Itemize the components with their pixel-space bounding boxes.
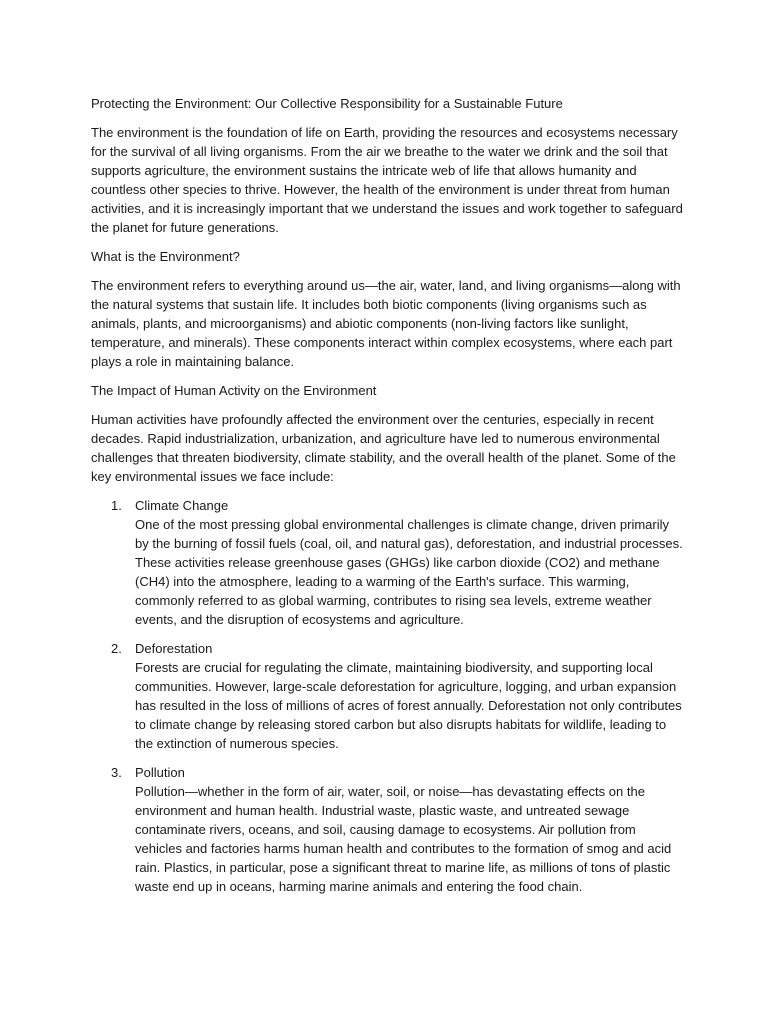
list-item-deforestation (91, 639, 684, 753)
section-heading-human-impact: The Impact of Human Activity on the Environment (91, 383, 377, 398)
section-paragraph-what-is-environment: The environment refers to everything around us—the air, water, land, and living organisms—along with the natural systems that sustain life. It includes both biotic components (living organisms such as animals, plants, and microorganisms) and abiotic components (non-living factors like sunlight, temperature, and minerals). These components interact within complex ecosystems, where each part plays a role in maintaining balance. (91, 278, 681, 369)
list-item-climate-change (91, 496, 684, 629)
list-item-number: 2. (111, 641, 122, 656)
list-item-title: Climate Change (135, 498, 229, 513)
list-item-number: 3. (111, 765, 122, 780)
document-title: Protecting the Environment: Our Collective Responsibility for a Sustainable Future (91, 96, 563, 111)
section-paragraph-human-impact: Human activities have profoundly affected the environment over the centuries, especially in recent decades. Rapid industrialization, urbanization, and agriculture have led to numerous environmental challenges that threaten biodiversity, climate stability, and the overall health of the planet. Some of the key environmental issues we face include: (91, 412, 676, 484)
list-item-title: Pollution (135, 765, 185, 780)
list-item-body: Pollution—whether in the form of air, water, soil, or noise—has devastating effects on the environment and human health. Industrial waste, plastic waste, and untreated sewage contaminate rivers, oceans, and soil, causing damage to ecosystems. Air pollution from vehicles and factories harms human health and contributes to the formation of smog and acid rain. Plastics, in particular, pose a significant threat to marine life, as millions of tons of plastic waste end up in oceans, harming marine animals and entering the food chain. (135, 784, 672, 894)
list-item-pollution (91, 763, 684, 896)
list-item-body: One of the most pressing global environmental challenges is climate change, driven primarily by the burning of fossil fuels (coal, oil, and natural gas), deforestation, and industrial processes. These activities release greenhouse gases (GHGs) like carbon dioxide (CO2) and methane (CH4) into the atmosphere, leading to a warming of the Earth's surface. This warming, commonly referred to as global warming, contributes to rising sea levels, extreme weather events, and the disruption of ecosystems and agriculture. (135, 517, 683, 627)
issues-list (91, 496, 684, 896)
section-heading-what-is-environment: What is the Environment? (91, 249, 240, 264)
list-item-body: Forests are crucial for regulating the climate, maintaining biodiversity, and supporting local communities. However, large-scale deforestation for agriculture, logging, and urban expansion has resulted in the loss of millions of acres of forest annually. Deforestation not only contributes to climate change by releasing stored carbon but also disrupts habitats for wildlife, leading to the extinction of numerous species. (135, 660, 682, 751)
list-item-number: 1. (111, 498, 122, 513)
list-item-title: Deforestation (135, 641, 213, 656)
intro-paragraph: The environment is the foundation of life on Earth, providing the resources and ecosystems necessary for the survival of all living organisms. From the air we breathe to the water we drink and the soil that supports agriculture, the environment sustains the intricate web of life that allows humanity and countless other species to thrive. However, the health of the environment is under threat from human activities, and it is increasingly important that we understand the issues and work together to safeguard the planet for future generations. (91, 125, 683, 235)
